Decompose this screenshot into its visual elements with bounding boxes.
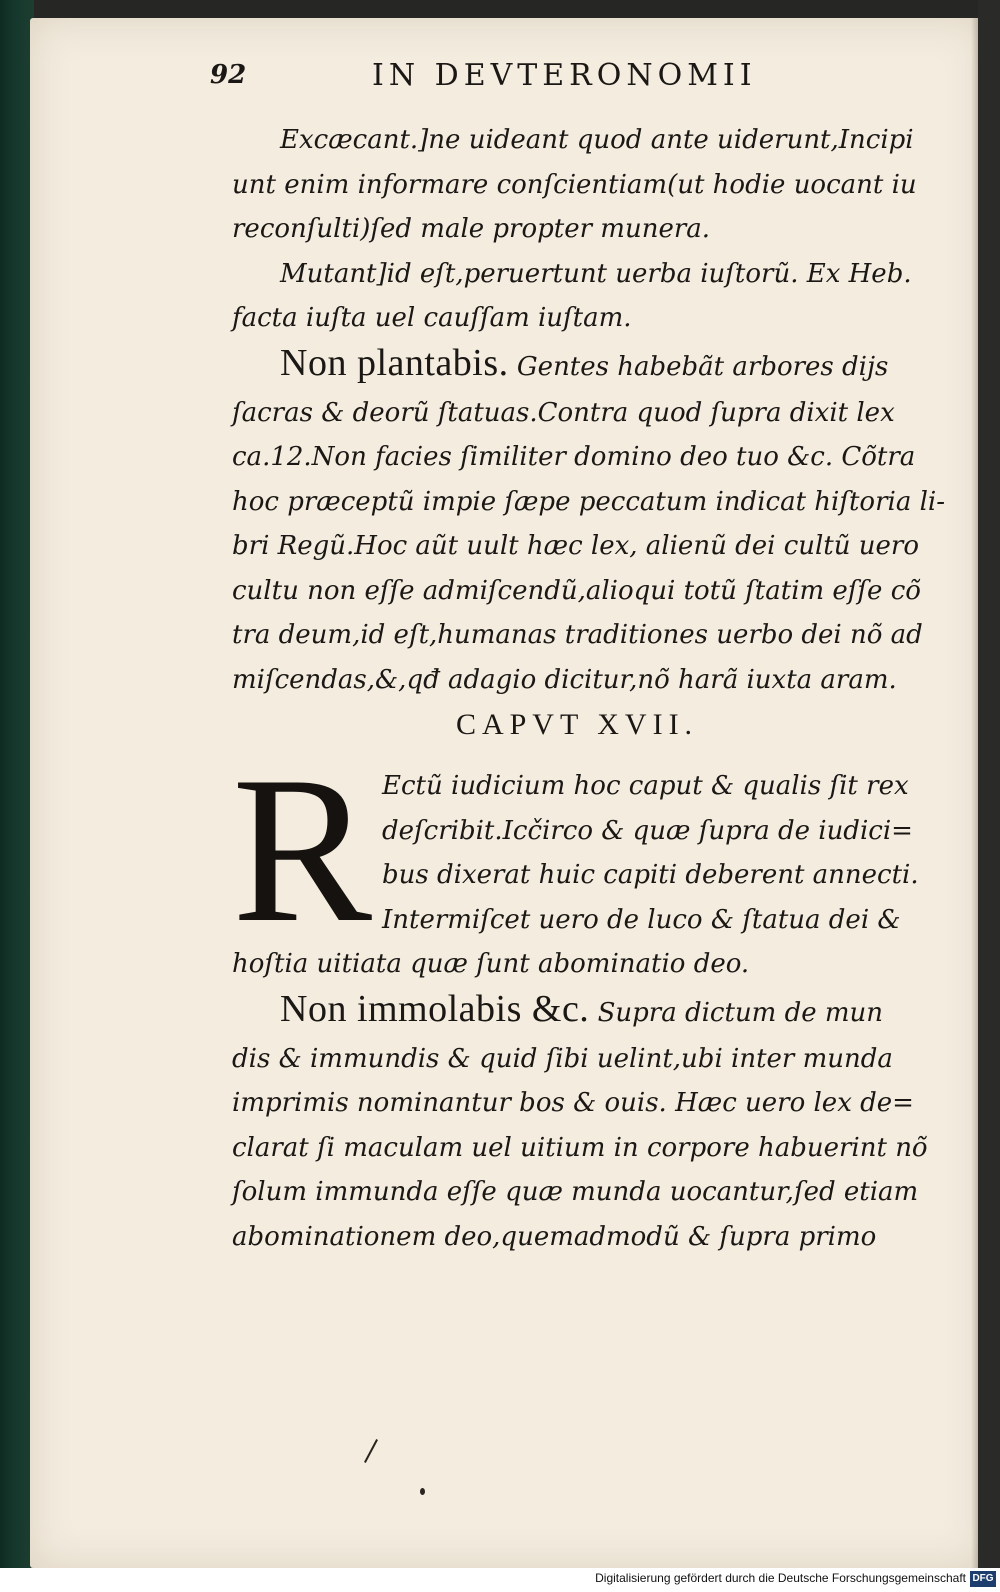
text-line: Excæcant.]ne uideant quod ante uiderunt,Incipi xyxy=(280,125,914,155)
text-line: ca.12.Non facies ſimiliter domino deo tuo &c. Cõtra xyxy=(232,442,916,472)
text-line: dis & immundis & quid ſibi uelint,ubi inter munda xyxy=(232,1043,893,1074)
dfg-logo-icon: DFG xyxy=(970,1571,996,1587)
lemma-line xyxy=(232,987,922,1037)
running-title: IN DEVTERONOMII xyxy=(372,58,757,93)
text-line: tra deum,id eſt,humanas traditiones uerbo dei nõ ad xyxy=(232,620,923,650)
footer-credit: Digitalisierung gefördert durch die Deutsche Forschungsgemeinschaft xyxy=(595,1571,966,1585)
text-line: imprimis nominantur bos & ouis. Hæc uero lex de= xyxy=(232,1088,914,1118)
text-line: reconſulti)ſed male propter munera. xyxy=(232,214,711,244)
text-line: unt enim informare conſcientiam(ut hodie uocant iu xyxy=(232,169,917,200)
text-line: abominationem deo,quemadmodũ & ſupra primo xyxy=(232,1221,877,1252)
lemma-heading: Non immolabis &c. xyxy=(280,987,590,1030)
text-line: hoſtia uitiata quæ ſunt abominatio deo. xyxy=(232,949,750,979)
chapter-heading: CAPVT XVII. xyxy=(455,708,699,741)
text-line: ſacras & deorũ ſtatuas.Contra quod ſupra dixit lex xyxy=(232,397,895,428)
text-block-top xyxy=(232,118,945,702)
text-line: cultu non eſſe admiſcendũ,alioqui totũ ſtatim eſſe cõ xyxy=(232,575,921,606)
text-line: clarat ſi maculam uel uitium in corpore habuerint nõ xyxy=(232,1132,928,1163)
text-line: bri Regũ.Hoc aũt uult hæc lex, alienũ dei cultũ uero xyxy=(232,531,919,561)
page-right-edge xyxy=(978,0,1000,1568)
text-line: ſolum immunda eſſe quæ munda uocantur,ſed etiam xyxy=(232,1177,919,1207)
lemma-first-line: Gentes habebãt arbores dijs xyxy=(516,351,889,382)
lemma-line xyxy=(232,341,922,391)
text-line: facta iuſta uel cauſſam iuſtam. xyxy=(232,303,632,333)
chapter-intro xyxy=(232,764,928,1259)
digitization-footer xyxy=(0,1568,1000,1592)
text-line: hoc præceptũ impie ſæpe peccatum indicat hiſtoria li- xyxy=(232,486,945,517)
ink-dot xyxy=(420,1488,425,1495)
lemma-first-line: Supra dictum de mun xyxy=(597,997,884,1028)
text-line: Intermiſcet uero de luco & ſtatua dei & xyxy=(382,904,901,935)
lemma-heading: Non plantabis. xyxy=(280,341,509,384)
text-line: miſcendas,&,qđ adagio dicitur,nõ harã iuxta aram. xyxy=(232,664,897,695)
page-number: 92 xyxy=(210,60,247,90)
text-line: Mutant]id eſt,peruertunt uerba iuſtorũ. Ex Heb. xyxy=(280,258,912,289)
book-edge xyxy=(0,0,34,1568)
running-head xyxy=(210,58,810,98)
text-line: bus dixerat huic capiti deberent annecti. xyxy=(382,860,919,890)
drop-cap: R xyxy=(232,734,373,966)
text-line: deſcribit.Icčirco & quæ ſupra de iudici= xyxy=(382,815,913,846)
text-line: Ectũ iudicium hoc caput & qualis ſit rex xyxy=(382,771,909,801)
